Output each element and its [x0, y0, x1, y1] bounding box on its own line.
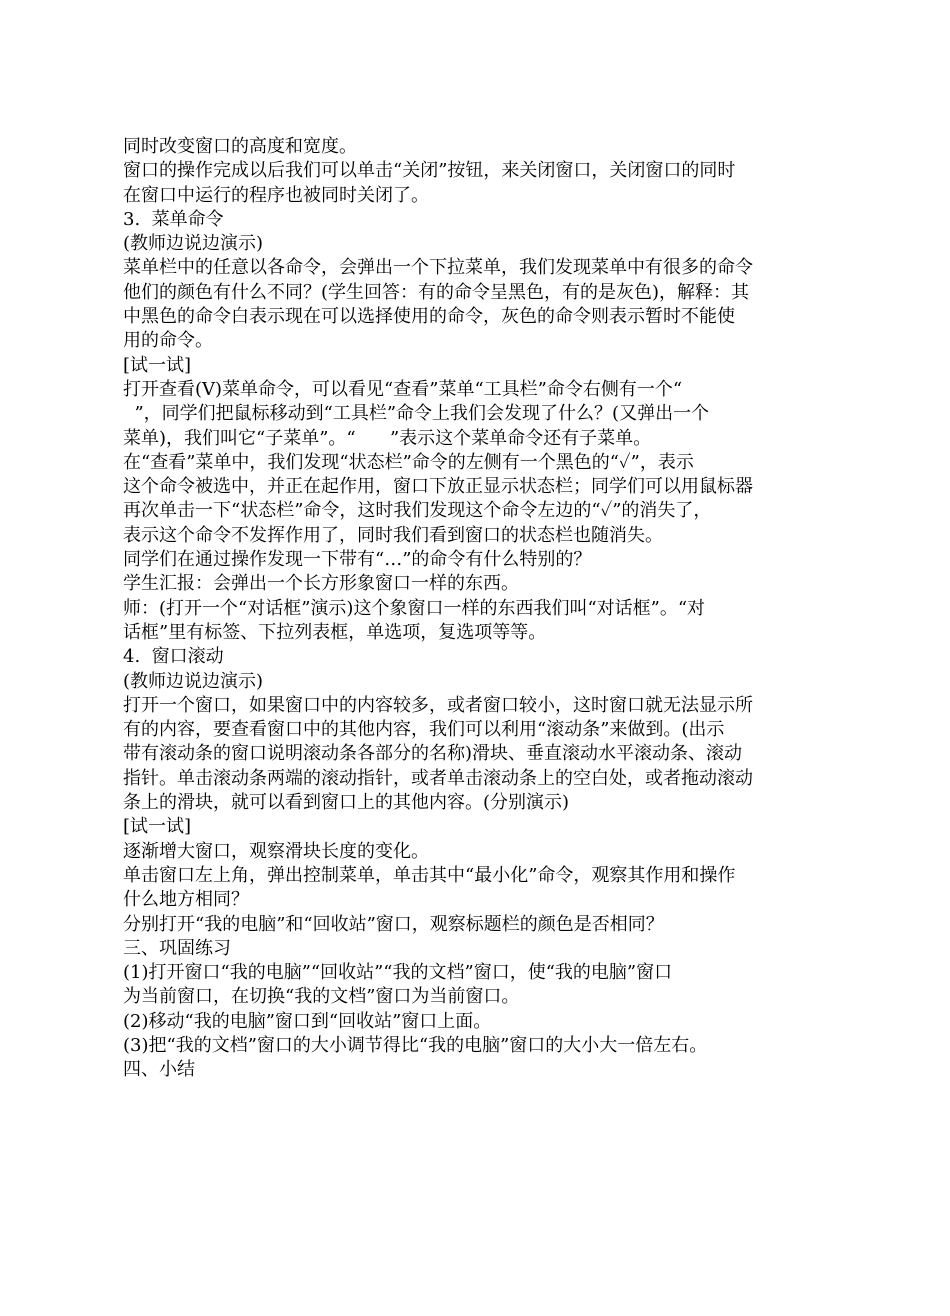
text-line: 窗口的操作完成以后我们可以单击“关闭”按钮，来关闭窗口，关闭窗口的同时	[123, 160, 736, 182]
section-heading: 3. 菜单命令	[123, 208, 224, 230]
text-line: 同学们在通过操作发现一下带有“…”的命令有什么特别的？	[123, 549, 592, 571]
text-line: 菜单)，我们叫它“子菜单”。“ ”表示这个菜单命令还有子菜单。	[123, 427, 652, 449]
section-heading: 三、巩固练习	[123, 937, 231, 959]
text-line: 中黑色的命令白表示现在可以选择使用的命令，灰色的命令则表示暂时不能使	[123, 306, 735, 328]
text-line: 打开查看(V)菜单命令，可以看见“查看”菜单“工具栏”命令右侧有一个“	[123, 378, 683, 400]
text-line: (1)打开窗口“我的电脑”“回收站”“我的文档”窗口，使“我的电脑”窗口	[123, 962, 673, 984]
text-line: 同时改变窗口的高度和宽度。	[123, 136, 357, 157]
text-line: 条上的滑块，就可以看到窗口上的其他内容。(分别演示)	[123, 792, 570, 814]
text-line: 单击窗口左上角，弹出控制菜单，单击其中“最小化”命令，观察其作用和操作	[123, 864, 736, 886]
text-line: 什么地方相同？	[123, 889, 249, 911]
text-line: 带有滚动条的窗口说明滚动条各部分的名称)滑块、垂直滚动水平滚动条、滚动	[123, 743, 743, 765]
text-line: ”，同学们把鼠标移动到“工具栏”命令上我们会发现了什么？(又弹出一个	[123, 403, 710, 425]
text-line: [试一试]	[123, 354, 192, 376]
text-line: 师：(打开一个“对话框”演示)这个象窗口一样的东西我们叫“对话框”。“对	[123, 597, 706, 619]
text-line: (教师边说边演示)	[123, 670, 264, 692]
text-line: 用的命令。	[123, 330, 213, 352]
text-line: (2)移动“我的电脑”窗口到“回收站”窗口上面。	[123, 1010, 492, 1032]
text-line: 在窗口中运行的程序也被同时关闭了。	[123, 184, 429, 206]
text-line: 话框”里有标签、下拉列表框，单选项，复选项等等。	[123, 621, 547, 643]
text-line: 有的内容，要查看窗口中的其他内容，我们可以利用“滚动条”来做到。(出示	[123, 719, 725, 741]
text-line: 为当前窗口，在切换“我的文档”窗口为当前窗口。	[123, 986, 520, 1008]
document-body	[123, 135, 833, 1083]
text-line: 分别打开“我的电脑”和“回收站”窗口，观察标题栏的颜色是否相同？	[123, 913, 664, 935]
text-line: 菜单栏中的任意以各命令，会弹出一个下拉菜单，我们发现菜单中有很多的命令	[123, 257, 753, 279]
text-line: 表示这个命令不发挥作用了，同时我们看到窗口的状态栏也随消失。	[123, 524, 663, 546]
text-line: 在“查看”菜单中，我们发现“状态栏”命令的左侧有一个黑色的“✓”，表示	[123, 451, 694, 473]
text-line: 打开一个窗口，如果窗口中的内容较多，或者窗口较小，这时窗口就无法显示所	[123, 694, 753, 716]
text-line: (教师边说边演示)	[123, 233, 264, 255]
text-line: 再次单击一下“状态栏”命令，这时我们发现这个命令左边的“✓”的消失了，	[123, 500, 712, 522]
text-line: (3)把“我的文档”窗口的大小调节得比“我的电脑”窗口的大小大一倍左右。	[123, 1034, 708, 1056]
text-line: 学生汇报：会弹出一个长方形象窗口一样的东西。	[123, 573, 519, 595]
section-heading: 4. 窗口滚动	[123, 646, 224, 668]
text-line: 逐渐增大窗口，观察滑块长度的变化。	[123, 840, 429, 862]
text-line: [试一试]	[123, 816, 192, 838]
section-heading: 四、小结	[123, 1059, 195, 1081]
text-line: 指针。单击滚动条两端的滚动指针，或者单击滚动条上的空白处，或者拖动滚动	[123, 767, 753, 789]
text-line: 他们的颜色有什么不同？(学生回答：有的命令呈黑色，有的是灰色)，解释：其	[123, 281, 750, 303]
text-line: 这个命令被选中，并正在起作用，窗口下放正显示状态栏；同学们可以用鼠标器	[123, 476, 753, 498]
